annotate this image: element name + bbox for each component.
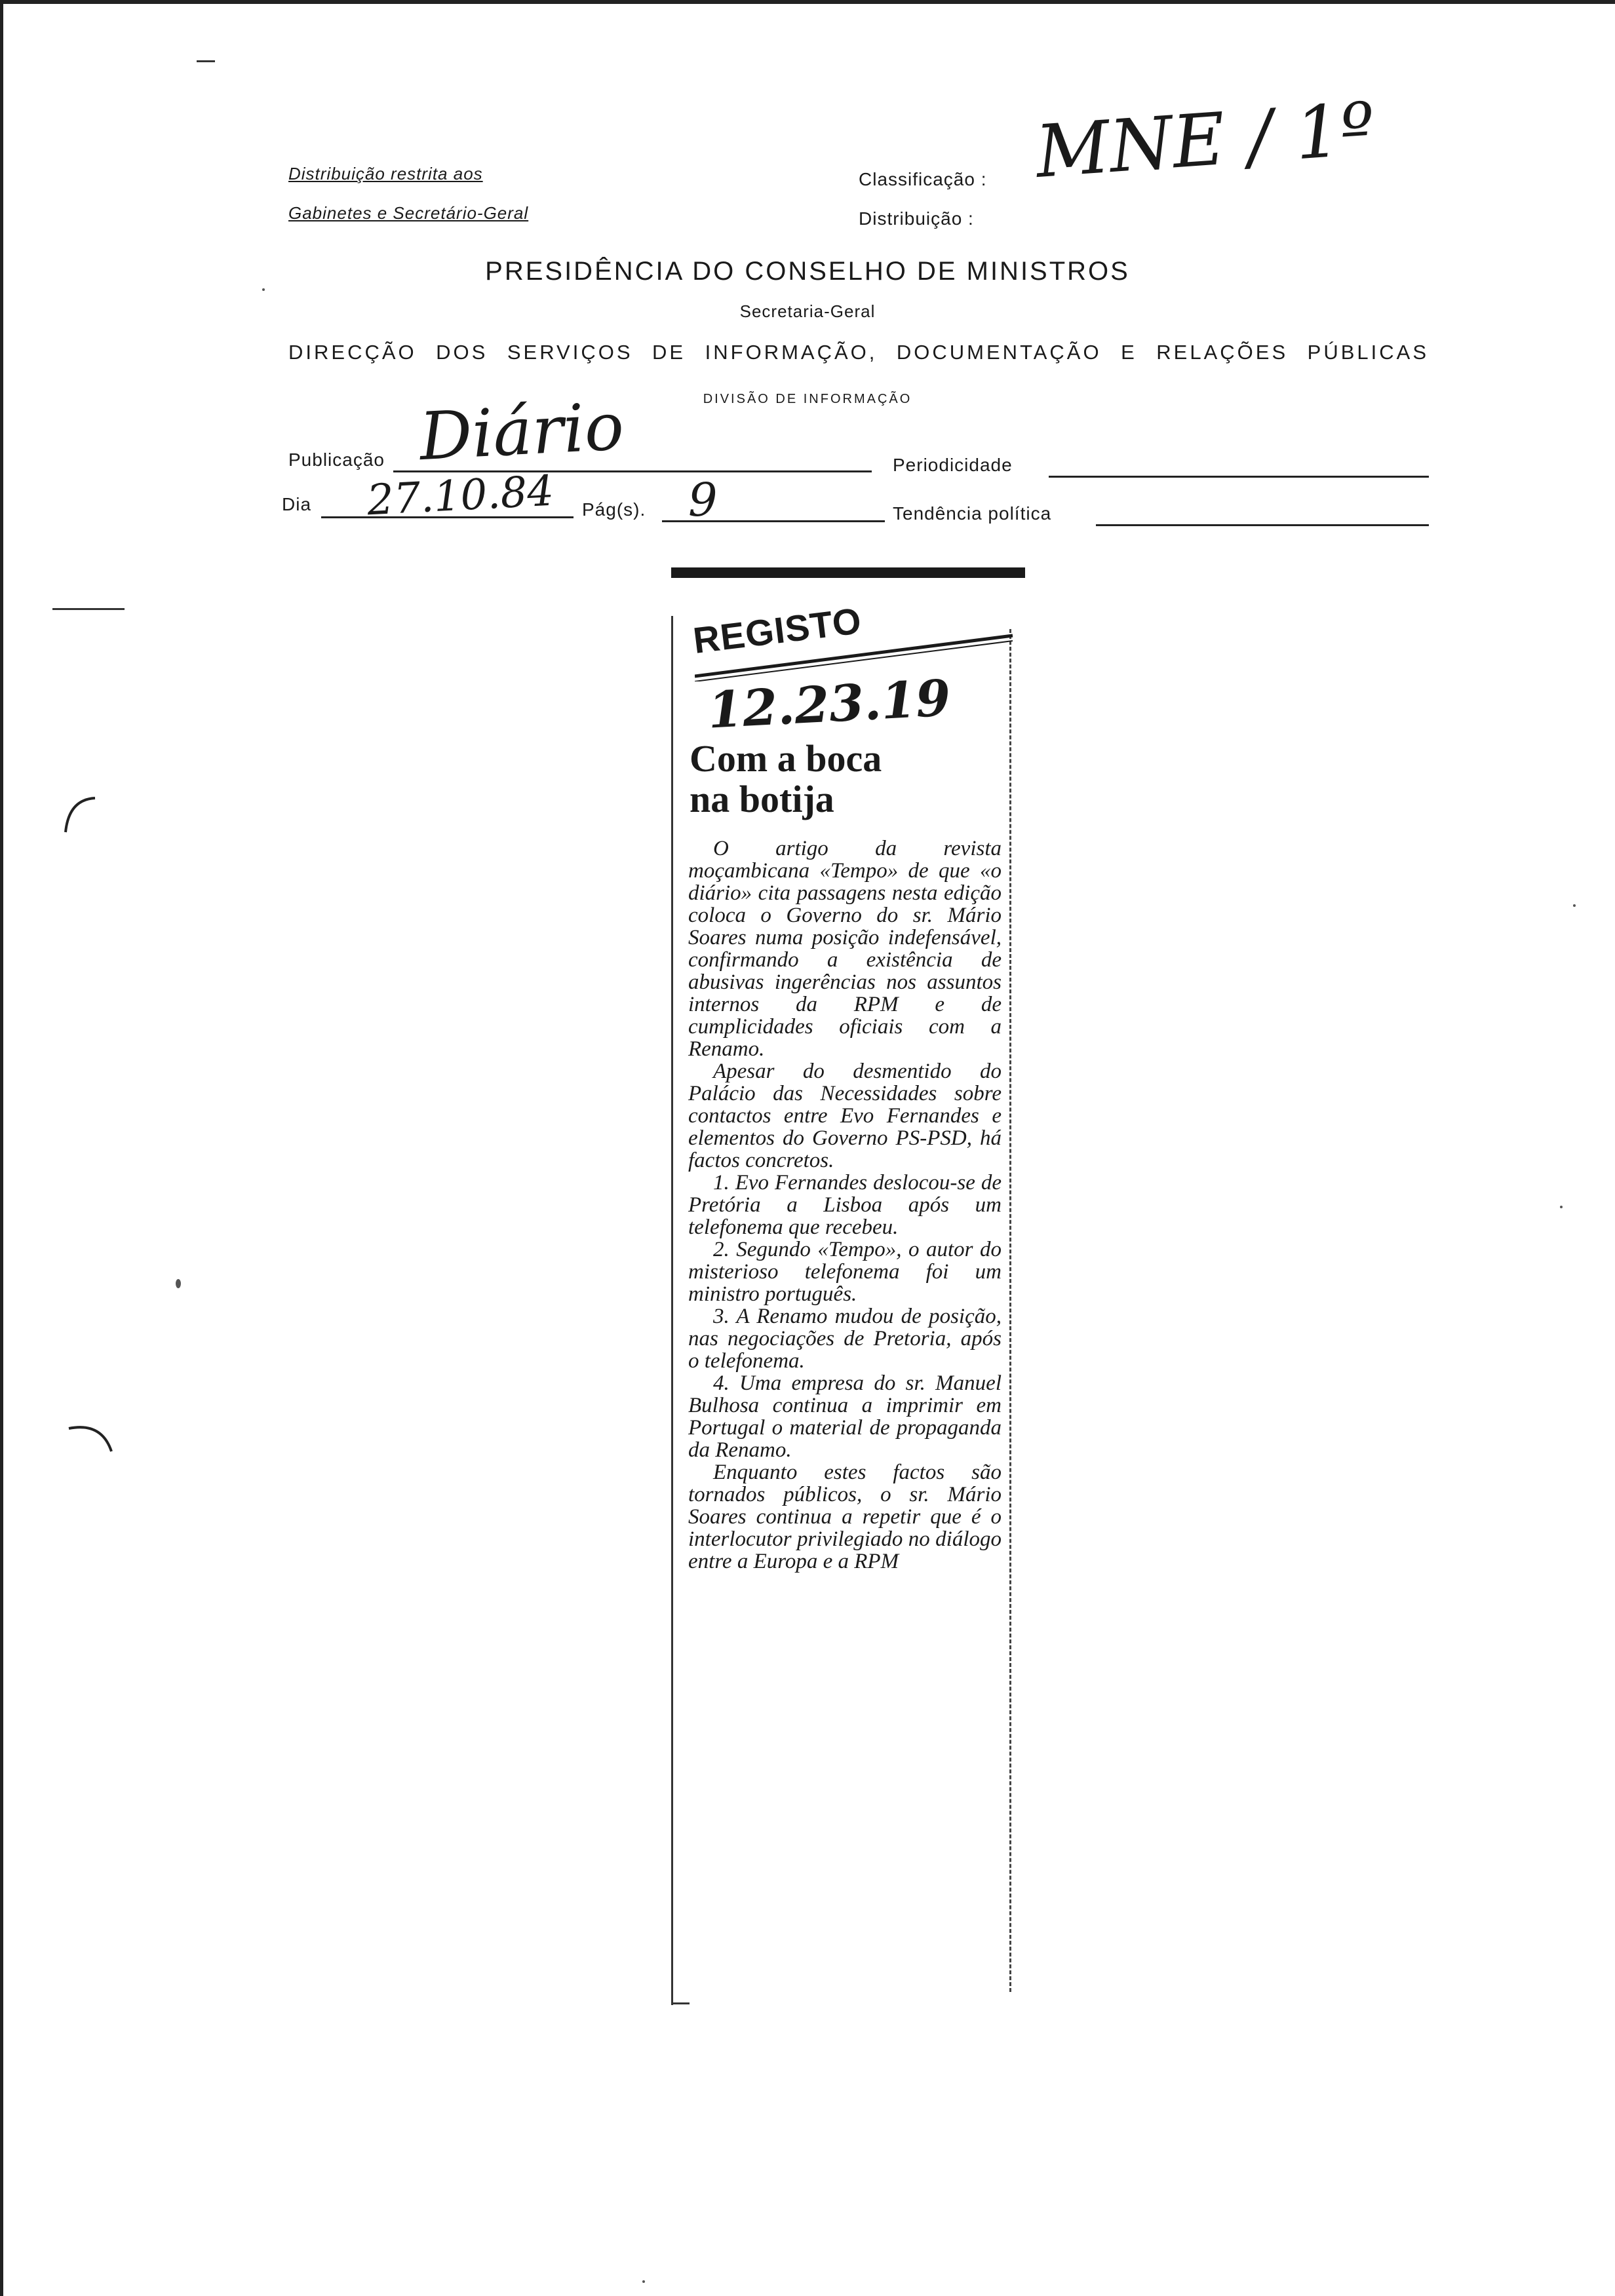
punch-hole-mark-top [59,793,98,839]
scan-speck [262,288,265,291]
headline-line2: na botija [690,778,834,820]
scan-mark [52,608,125,610]
article-paragraph: Enquanto estes factos são tornados públicos, o sr. Mário Soares continua a repetir que é o interlocutor privilegiado no diálogo entre a Europa e a RPM [688,1461,1002,1573]
article-paragraph: Apesar do desmentido do Palácio das Necessidades sobre contactos entre Evo Fernandes e elementos do Governo PS-PSD, há factos concretos. [688,1060,1002,1172]
section-rule [695,622,1016,681]
scan-mark [197,60,215,62]
handwritten-classification: MNE / 1º [1033,86,1378,194]
secretariat-name: Secretaria-Geral [739,301,876,321]
scan-border-left [0,0,3,2296]
pages-handwritten: 9 [688,473,718,527]
pages-label: Pág(s). [582,499,646,520]
periodicity-label: Periodicidade [893,455,1013,475]
scan-speck [642,2280,645,2283]
publication-handwritten: Diário [418,387,626,476]
article-paragraph: O artigo da revista moçambicana «Tempo» de que «o diário» cita passagens nesta edição coloca o Governo do sr. Mário Soares numa posição indefensável, confirmando a existência de abusivas ingerências nos assuntos internos da RPM e de cumplicidades oficiais com a Renamo. [688,837,1002,1061]
article-paragraph: 2. Segundo «Tempo», o autor do misterioso telefonema foi um ministro português. [688,1238,1002,1306]
article-paragraph: 3. A Renamo mudou de posição, nas negociações de Pretoria, após o telefonema. [688,1305,1002,1373]
clipping-bottom-corner [671,2002,690,2004]
scan-speck [1573,904,1576,907]
handwritten-reference: 12.23.19 [706,668,952,740]
section-label: REGISTO [691,600,864,662]
directorate-name: DIRECÇÃO DOS SERVIÇOS DE INFORMAÇÃO, DOCUMENTAÇÃO E RELAÇÕES PÚBLICAS [288,341,1429,364]
scan-speck [176,1279,181,1288]
distribution-label: Distribuição : [859,208,974,229]
periodicity-line [1049,476,1429,478]
distribution-note-line2: Gabinetes e Secretário-Geral [288,203,529,223]
headline-line1: Com a boca [690,737,882,780]
punch-hole-mark-bottom [66,1419,118,1458]
article-paragraph: 1. Evo Fernandes deslocou-se de Pretória a Lisboa após um telefonema que recebeu. [688,1171,1002,1239]
publication-label: Publicação [288,450,385,470]
political-tendency-label: Tendência política [893,503,1052,524]
clipping-left-border [671,616,673,2005]
clipping-right-border [1009,629,1013,1992]
organization-name: PRESIDÊNCIA DO CONSELHO DE MINISTROS [485,257,1130,286]
distribution-note-line1: Distribuição restrita aos [288,164,483,183]
article-body [688,837,1002,1573]
day-handwritten: 27.10.84 [366,467,555,526]
article-paragraph: 4. Uma empresa do sr. Manuel Bulhosa continua a imprimir em Portugal o material de propaganda da Renamo. [688,1371,1002,1462]
division-name: DIVISÃO DE INFORMAÇÃO [703,392,912,406]
political-tendency-line [1096,524,1429,526]
scan-border-top [0,0,1615,4]
classification-label: Classificação : [859,169,987,189]
day-label: Dia [282,494,312,514]
clipping-top-rule [671,567,1025,578]
scan-speck [1560,1206,1563,1208]
